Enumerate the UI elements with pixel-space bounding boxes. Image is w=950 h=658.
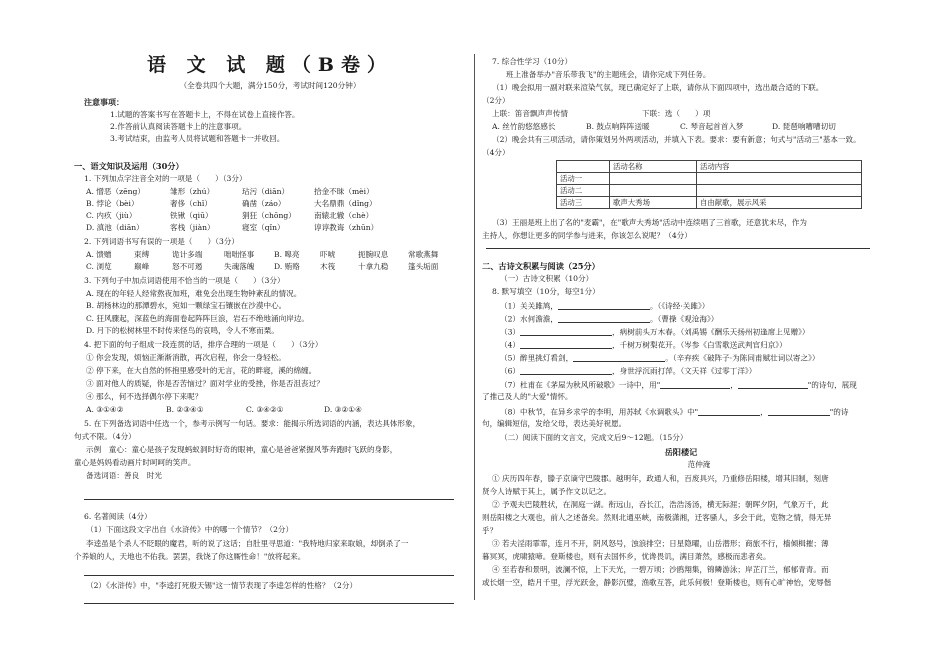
- option: 束缚: [134, 250, 150, 259]
- example-text: 示例 童心：童心是孩子发现蚂蚁洞时好奇的眼神，童心是爸爸紧握风筝奔跑时飞跃的身影，: [86, 445, 398, 454]
- option: 奢侈（chǐ）: [170, 199, 212, 208]
- option: 铁锹（qiū）: [170, 211, 213, 220]
- example-text: 童心是妈妈看动画片时呵呵的笑声。: [74, 458, 196, 467]
- option: B. 鼓点响阵阵送暖: [586, 122, 650, 131]
- fill-line: （3） ，病树前头万木春。（刘禹锡《酬乐天扬州初逢席上见赠》）: [500, 327, 810, 337]
- article-title: 岳阳楼记: [664, 447, 698, 457]
- option: B. 胡杨林边的那潭碧水，宛如一颗绿宝石镶嵌在沙漠中心。: [86, 301, 287, 310]
- table-header: 活动名称: [610, 161, 697, 173]
- option: 扼腕叹息: [358, 250, 389, 259]
- blank[interactable]: [520, 327, 612, 336]
- answer-line: [486, 248, 870, 249]
- option: D. 贿赂: [274, 262, 300, 271]
- answer-line: [84, 603, 454, 604]
- article-paragraph: 暮冥冥，虎啸猿啼。登斯楼也，则有去国怀乡，忧谗畏讥，满目萧然，感极而悲者矣。: [482, 552, 771, 561]
- table-cell: 活动一: [557, 173, 610, 185]
- option: 十拿九稳: [358, 262, 389, 271]
- option: 篷头垢面: [408, 262, 439, 271]
- sub-question: （4分）: [482, 148, 510, 157]
- blank[interactable]: [558, 301, 650, 310]
- sentence: ② 停下来，在大自然的怀抱里感受叶的无言，花的畔寝，溪的绵缠。: [86, 366, 317, 375]
- option: A. 馈赠: [86, 250, 112, 259]
- sub-question: （1）晚会拟用一副对联来渲染气氛，现已确定好了上联，请你从下面四项中，选出最合适的下联。: [492, 83, 824, 92]
- option: D. 月下的松树林里不时传来怪鸟的哀鸣，令人不寒而栗。: [86, 326, 279, 335]
- blank[interactable]: [558, 314, 650, 323]
- sentence: ③ 面对他人的质疑，你是否苦恼过？面对学业的受挫，你是否沮丧过？: [86, 379, 324, 388]
- notice-item: 1.试题的答案书写在答题卡上，不得在试卷上直接作答。: [110, 110, 300, 119]
- question-stem: 4. 把下面的句子组成一段连贯的话，排序合理的一项是（ ）（3分）: [84, 340, 323, 349]
- article-paragraph: ① 庆历四年春，滕子京谪守巴陵郡。越明年，政通人和，百废具兴，乃重修岳阳楼，增其旧制，刻唐: [492, 474, 829, 483]
- column-divider: [474, 54, 475, 600]
- question-stem: 2. 下列词语书写有误的一项是（ ）（3分）: [84, 237, 239, 246]
- question-stem: 7. 综合性学习（10分）: [492, 57, 573, 66]
- sub-question: （2分）: [482, 96, 510, 105]
- table-header: 活动内容: [697, 161, 862, 173]
- option: 吓唬: [320, 250, 336, 259]
- article-paragraph: ③ 若夫淫雨霏霏，连月不开，阴风怒号，浊浪排空；日星隐曜，山岳潜形；商旅不行，樯倾楫摧；薄: [492, 539, 829, 548]
- option: B. 悖论（bèi）: [86, 199, 139, 208]
- blank[interactable]: [520, 340, 612, 349]
- question-stem: 3. 下列句子中加点词语使用不恰当的一项是（ ）（3分）: [84, 276, 285, 285]
- sentence: ① 你会发现，烦恼正渐渐消散，再次启程，你会一身轻松。: [86, 353, 286, 362]
- option: 拾金不昧（mèi）: [314, 187, 374, 196]
- option: A. 丝竹韵悠悠感长: [492, 122, 556, 131]
- option: C. 狂风骤起，深蓝色的海面卷起阵阵巨浪，岩石不绝地涌向岸边。: [86, 314, 309, 323]
- table-cell[interactable]: [697, 173, 862, 185]
- question-stem: 5. 在下列备选词语中任选一个，参考示例写一句话。要求：能揭示所选词语的内涵，表达具体形象，: [84, 419, 421, 428]
- notice-heading: 注意事项：: [84, 97, 124, 107]
- notice-item: 3.考试结束，由监考人员将试题和答题卡一并收回。: [110, 134, 285, 143]
- word-choices: 备选词语：善良 时光: [86, 471, 162, 480]
- option: D. ③②①④: [324, 405, 362, 414]
- table-cell: [557, 161, 610, 173]
- answer-line: [84, 575, 454, 576]
- question-intro: 班上准备举办"音乐带我飞"的主题班会，请你完成下列任务。: [506, 70, 711, 79]
- fill-line: （6） ，身世浮沉雨打萍。（文天祥《过零丁洋》）: [500, 366, 757, 376]
- fill-line-cont: 了推己及人的"大爱"情怀。: [482, 392, 573, 401]
- exam-subtitle: （全卷共四个大题，满分150分，考试时间120分钟）: [179, 81, 361, 90]
- option: A. 憎恶（zēng）: [86, 187, 145, 196]
- option: 玷污（diān）: [242, 187, 290, 196]
- option: B. ②③④①: [166, 405, 204, 414]
- article-paragraph: 则岳阳楼之大观也，前人之述备矣。然则北通巫峡，南极潇湘，迁客骚人，多会于此，览物之情，得无异: [482, 513, 832, 522]
- table-row: [557, 185, 862, 197]
- option: 确凿（záo）: [242, 199, 286, 208]
- sub-question: （1）下面这段文字出自《水浒传》中的哪一个情节？（2分）: [86, 525, 294, 534]
- option: D. 滇池（diān）: [86, 223, 144, 232]
- subsection-heading: （二）阅读下面的文言文，完成文后9～12题。（15分）: [500, 433, 688, 442]
- fill-line: （5）醉里挑灯看剑， 。（辛弃疾《破阵子·为陈同甫赋壮词以寄之》）: [500, 353, 820, 363]
- sub-question: （2）《水浒传》中，"李逵打死殷天锡"这一情节表现了李逵怎样的性格？（2分）: [86, 581, 358, 590]
- question-stem: 句式不限。（4分）: [74, 432, 136, 441]
- section-heading: 二、古诗文积累与阅读（25分）: [482, 261, 600, 271]
- blank[interactable]: [660, 380, 730, 389]
- option: 木筏: [320, 262, 336, 271]
- answer-line: [84, 499, 454, 500]
- option: 诡计多端: [172, 250, 203, 259]
- fill-line: （2）水何澹澹， 。（曹操《观沧海》）: [500, 314, 719, 324]
- fill-line: （8）中秋节，在异乡求学的李明，用苏轼《水调歌头》中" ， "的诗: [500, 407, 849, 417]
- option: C. 琴音起首首入梦: [680, 122, 744, 131]
- fill-line-cont: 句，编辑短信，发给父母，表达美好祝愿。: [482, 419, 627, 428]
- passage-text: 个养娘的人，天地也不佑我。罢罢，我饶了你这厮性命！"放将起来。: [74, 552, 306, 561]
- option: C. 内疚（jiù）: [86, 211, 137, 220]
- blank[interactable]: [520, 366, 612, 375]
- notice-item: 2.作答前认真阅读答题卡上的注意事项。: [110, 122, 247, 131]
- sub-question: （3）王丽是班上出了名的"麦霸"，在"歌声大秀场"活动中连续唱了三首歌，还意犹未尽，作为: [492, 218, 807, 227]
- option: 客栈（jiàn）: [170, 223, 215, 232]
- article-paragraph: 乎？: [482, 526, 498, 535]
- fill-line: （7）杜甫在《茅屋为秋风所破歌》一诗中，用" ， "的诗句，展现: [500, 380, 857, 390]
- article-paragraph: 贤今人诗赋于其上，属予作文以记之。: [482, 487, 612, 496]
- option: 雏形（zhú）: [170, 187, 215, 196]
- article-paragraph: ④ 至若春和景明，波澜不惊，上下天光，一碧万顷；沙鸥翔集，锦鳞游泳；岸芷汀兰，郁郁青青。而: [492, 565, 829, 574]
- option: A. ③①④②: [86, 405, 124, 414]
- question-stem: 1. 下列加点字注音全对的一项是（ ）（3分）: [84, 174, 247, 183]
- passage-text: 李逵虽是个杀人不眨眼的魔君，听的说了这话；自肚里寻思道："我特地归家来取娘，却倒杀了一: [86, 539, 409, 548]
- sub-question: 主持人，你想让更多的同学参与进来，你该怎么说呢？（4分）: [482, 231, 692, 240]
- sub-question: （2）晚会共有三项活动，请你策划另外两项活动，并填入下表。要求：要有新意；句式与"活动三"基本一致。: [492, 135, 861, 144]
- blank[interactable]: [768, 407, 830, 416]
- blank[interactable]: [698, 407, 760, 416]
- table-header-row: [557, 161, 862, 173]
- couplet-lower: 下联：选（ ）项: [642, 109, 711, 118]
- blank[interactable]: [738, 380, 808, 389]
- sentence: ④ 那么，何不选择偶尔停下来呢？: [86, 392, 203, 401]
- page-title: 语 文 试 题（B卷）: [147, 54, 393, 76]
- table-cell[interactable]: [610, 173, 697, 185]
- subsection-heading: （一）古诗文积累（10分）: [500, 274, 594, 283]
- option: D. 琵琶响嘈嘈切切: [772, 122, 836, 131]
- option: 怒不可遏: [172, 262, 203, 271]
- option: C. 浏览: [86, 262, 112, 271]
- table-row: [557, 173, 862, 185]
- option: 咄咄怪事: [224, 250, 255, 259]
- fill-line: （1）关关雎鸠， 。（《诗经·关雎》）: [500, 301, 710, 311]
- table-cell: 活动二: [557, 185, 610, 197]
- option: 南辕北辙（chè）: [314, 211, 374, 220]
- table-cell: 自由献歌，展示风采: [697, 197, 862, 209]
- question-stem: 8. 默写填空（10分，每空1分）: [492, 287, 600, 296]
- option: 谆谆教诲（zhūn）: [314, 223, 379, 232]
- option: 巅峰: [134, 262, 150, 271]
- option: A. 现在的年轻人经常熬夜加班，难免会出现生物钟紊乱的情况。: [86, 289, 302, 298]
- option: 失魂落魄: [224, 262, 255, 271]
- article-paragraph: ② 予观夫巴陵胜状，在洞庭一湖。衔远山，吞长江，浩浩汤汤，横无际涯；朝晖夕阴，气象万千，此: [492, 500, 829, 509]
- table-row: [557, 197, 862, 209]
- option: 狷狂（chōng）: [242, 211, 296, 220]
- question-stem: 6. 名著阅读（4分）: [84, 512, 152, 521]
- option: C. ③④②①: [246, 405, 284, 414]
- article-paragraph: 或长烟一空，皓月千里，浮光跃金，静影沉璧，渔歌互答，此乐何极！登斯楼也，则有心旷神怡，宠辱偕: [482, 578, 832, 587]
- option: B. 嗥亮: [274, 250, 300, 259]
- table-cell: 活动三: [557, 197, 610, 209]
- blank[interactable]: [573, 353, 665, 362]
- table-cell: 歌声大秀场: [610, 197, 697, 209]
- activity-table: [556, 160, 862, 209]
- section-heading: 一、语文知识及运用（30分）: [74, 161, 184, 171]
- fill-line: （4） ，千树万树梨花开。（岑参《白雪歌送武判官归京》）: [500, 340, 787, 350]
- table-cell[interactable]: [697, 185, 862, 197]
- article-author: 范仲淹: [687, 460, 711, 469]
- table-cell[interactable]: [610, 185, 697, 197]
- option: 大名鼎鼎（dǐng）: [314, 199, 377, 208]
- option: 常歌燕舞: [408, 250, 439, 259]
- couplet-upper: 上联：笛音飘声声传情: [492, 109, 568, 118]
- option: 寝室（qǐn）: [242, 223, 285, 232]
